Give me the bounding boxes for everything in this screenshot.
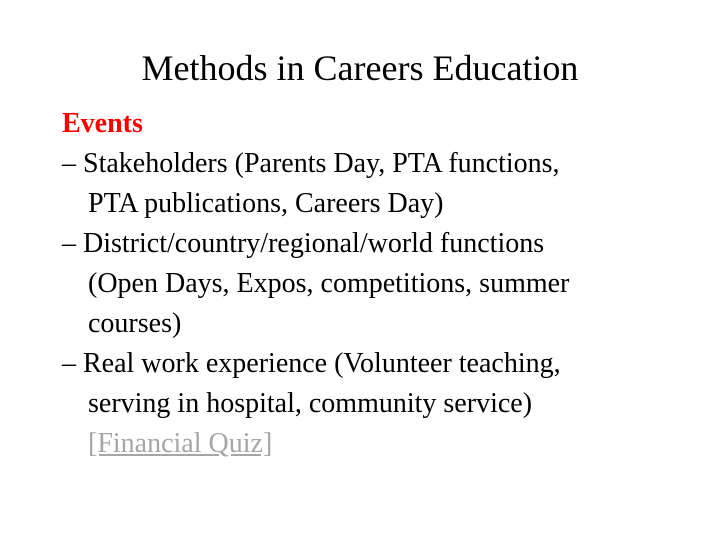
bullet-line: – District/country/regional/world functions: [62, 228, 545, 259]
bullet-item-district-functions: [62, 224, 702, 344]
bullet-item-real-work: [62, 344, 702, 424]
financial-quiz-link[interactable]: [Financial Quiz]: [88, 428, 273, 459]
bullet-line-continued: serving in hospital, community service): [88, 388, 533, 419]
slide-body: [62, 104, 702, 464]
bullet-line: – Stakeholders (Parents Day, PTA functions,: [62, 148, 560, 179]
bullet-line: – Real work experience (Volunteer teaching,: [62, 348, 561, 379]
bullet-line-continued: (Open Days, Expos, competitions, summer: [88, 268, 570, 299]
slide-title: Methods in Careers Education: [141, 48, 579, 88]
bullet-line-continued: PTA publications, Careers Day): [88, 188, 444, 219]
events-heading: Events: [62, 108, 143, 139]
bullet-line-continued: courses): [88, 308, 182, 339]
bullet-item-stakeholders: [62, 144, 702, 224]
